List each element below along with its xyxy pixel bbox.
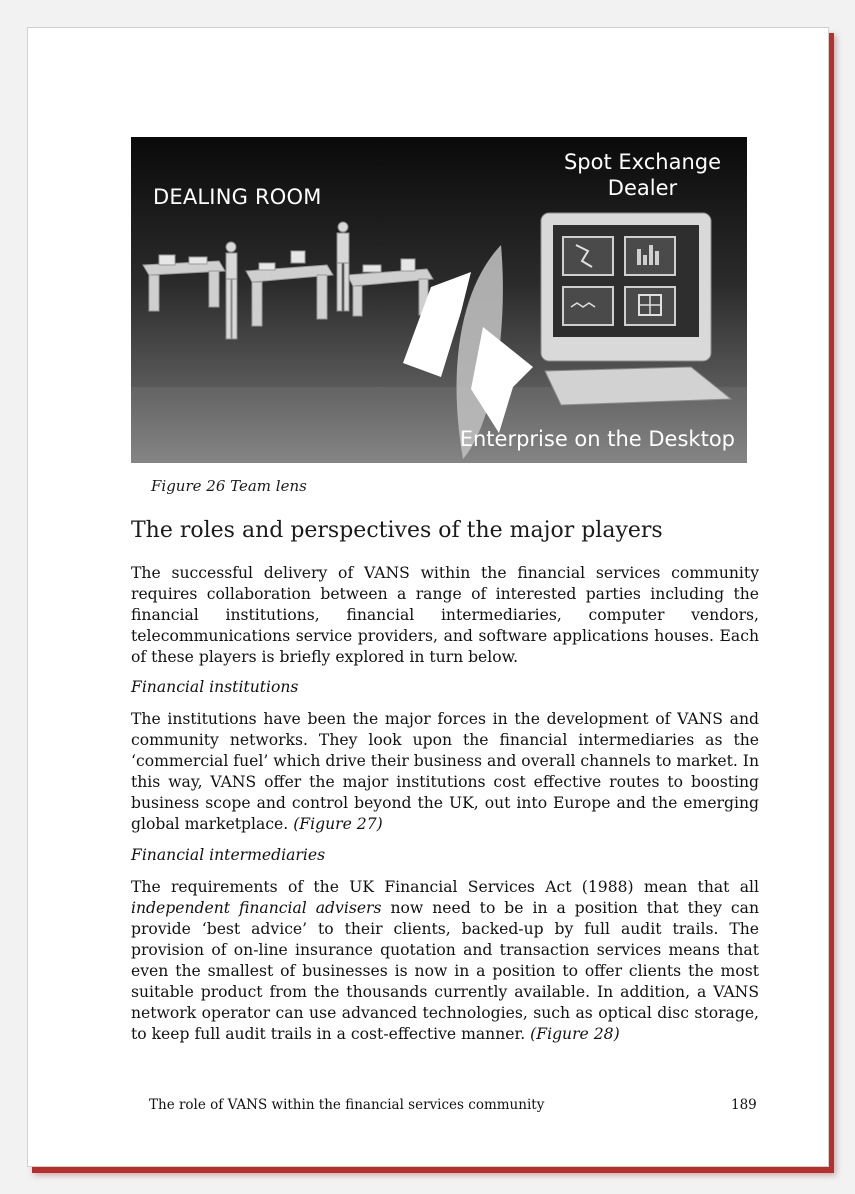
paragraph-text-start: The requirements of the UK Financial Services Act (1988) mean that all — [131, 878, 759, 896]
figure-team-lens — [131, 137, 747, 463]
figure-label-spot-exchange — [564, 149, 721, 201]
subheading-financial-institutions: Financial institutions — [131, 678, 299, 696]
monitor-illustration — [541, 213, 731, 405]
figure-label-dealing-room: DEALING ROOM — [153, 185, 322, 209]
section-heading: The roles and perspectives of the major players — [131, 518, 663, 543]
paragraph-financial-intermediaries — [131, 877, 759, 1045]
figure-label-enterprise: Enterprise on the Desktop — [459, 427, 735, 451]
figure-label-spot-line1: Spot Exchange — [563, 150, 721, 174]
emphasized-phrase: independent financial advisers — [131, 899, 382, 917]
subheading-financial-intermediaries: Financial intermediaries — [131, 846, 326, 864]
dealer-figures-illustration — [226, 222, 349, 339]
book-page — [27, 27, 829, 1167]
paragraph-financial-institutions — [131, 709, 759, 835]
paragraph-text: The institutions have been the major forces in the development of VANS and community networks. They look upon the financial intermediaries as the ‘commercial fuel’ which drive their business and overall channels to market. In this way, VANS offer the major institutions cost effective routes to boosting business scope and control beyond the UK, out into Europe and the emerging global marketplace. — [131, 710, 759, 833]
figure-label-spot-line2: Dealer — [607, 176, 678, 200]
dealing-desk-illustration — [143, 251, 433, 326]
paragraph-text-end: now need to be in a position that they can provide ‘best advice’ to their clients, backed-up by full audit trails. The provision of on-line insurance quotation and transaction services means that even the smallest of businesses is now in a position to offer clients the most suitable product from the thousands currently available. In addition, a VANS network operator can use advanced technologies, such as optical disc storage, to keep full audit trails in a cost-effective manner. — [131, 899, 759, 1043]
figure-caption: Figure 26 Team lens — [151, 477, 307, 495]
running-footer-title: The role of VANS within the financial services community — [149, 1097, 545, 1113]
page-number: 189 — [731, 1097, 757, 1113]
figure-reference: (Figure 28) — [530, 1025, 620, 1043]
intro-paragraph: The successful delivery of VANS within the financial services community requires collaboration between a range of interested parties including the financial institutions, financial intermediaries, computer vendors, telecommunications service providers, and software applications houses. Each of these players is briefly explored in turn below. — [131, 564, 759, 666]
figure-reference: (Figure 27) — [293, 815, 383, 833]
